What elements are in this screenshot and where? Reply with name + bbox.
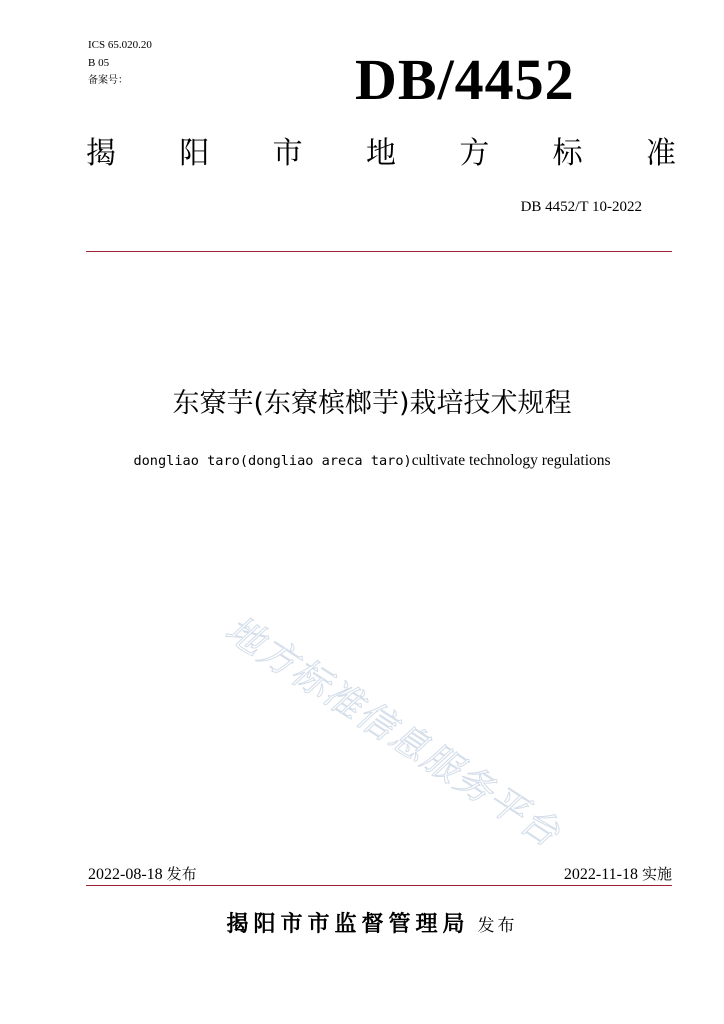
heading-char: 市 — [272, 136, 303, 171]
heading-char: 地 — [365, 136, 396, 171]
title-en-part2: cultivate technology regulations — [411, 452, 611, 469]
document-title-en — [0, 450, 724, 472]
heading-char: 揭 — [86, 136, 116, 171]
standard-number: DB 4452/T 10-2022 — [520, 199, 642, 215]
heading-char: 阳 — [179, 136, 210, 171]
heading-char: 准 — [645, 136, 676, 171]
document-title-cn: 东寮芋(东寮槟榔芋)栽培技术规程 — [172, 388, 572, 419]
issue-date-value: 2022-08-18 — [88, 866, 163, 883]
implementation-date-value: 2022-11-18 — [563, 866, 638, 883]
ccs-code: B 05 — [88, 57, 110, 69]
record-number-label: 备案号： — [88, 75, 128, 86]
heading-char: 方 — [459, 136, 490, 171]
title-en-part1: dongliao taro(dongliao areca taro) — [133, 453, 412, 469]
heading-char: 标 — [552, 136, 583, 171]
db-standard-code: DB/4452 — [355, 47, 575, 112]
implementation-date-label: 实施 — [641, 865, 672, 883]
bottom-divider — [86, 885, 672, 886]
watermark-text: 地方标准信息服务平台 — [218, 607, 569, 856]
issue-date-label: 发布 — [166, 865, 197, 883]
publisher-name: 揭阳市市监督管理局 — [226, 912, 470, 937]
implementation-date — [564, 864, 672, 885]
top-divider — [86, 251, 672, 252]
publisher-line — [0, 910, 724, 941]
publisher-suffix: 发布 — [477, 916, 518, 936]
issue-date — [88, 864, 197, 885]
ics-code: ICS 65.020.20 — [88, 39, 152, 51]
local-standard-heading — [86, 134, 676, 174]
